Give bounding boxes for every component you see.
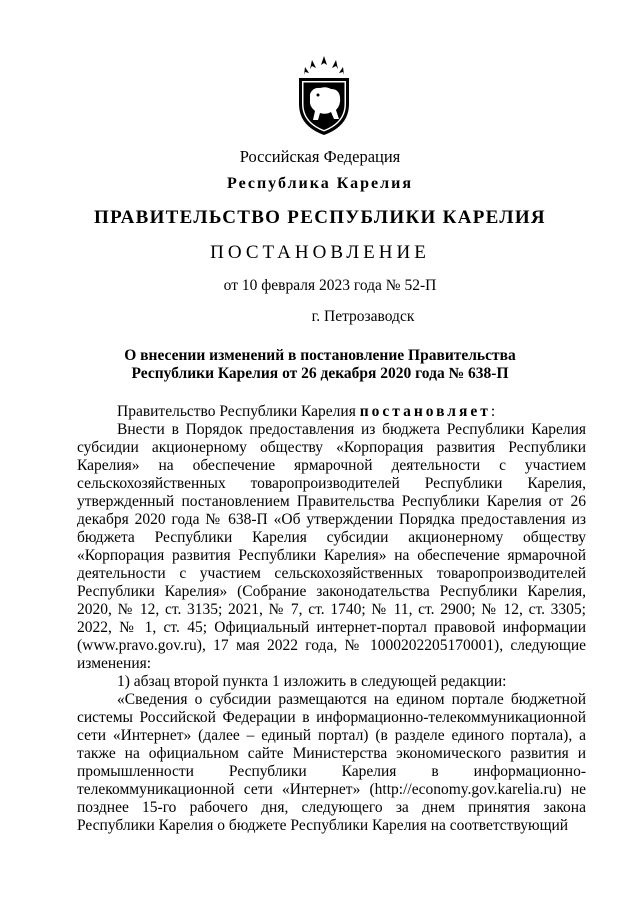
title-line-1: О внесении изменений в постановление Правительства <box>124 347 516 364</box>
republic-name: Республика Карелия <box>227 175 413 192</box>
paragraph-item-1: 1) абзац второй пункта 1 изложить в следующей редакции: <box>117 673 507 690</box>
government-name: ПРАВИТЕЛЬСТВО РЕСПУБЛИКИ КАРЕЛИЯ <box>94 207 546 228</box>
intro-keyword: постановляет <box>359 403 491 420</box>
intro-paragraph <box>77 403 586 421</box>
country-name: Российская Федерация <box>239 147 401 166</box>
intro-text: Правительство Республики Карелия <box>117 403 360 420</box>
intro-colon: : <box>490 403 496 420</box>
document-body <box>77 403 586 835</box>
document-title <box>80 347 560 383</box>
document-date-number: от 10 февраля 2023 года № 52-П <box>223 277 437 294</box>
paragraph-amendment: Внести в Порядок предоставления из бюджета Республики Карелия субсидии акционерному обществу «Корпорация развития Республики Карелия» на обеспечение ярмарочной деятельности с участием сельскохозяйственных товаропроизводителей Республики Карелия, утвержденный постановлением Правительства Республики Карелия от 26 декабря 2020 года № 638-П «Об утверждении Порядка предоставления из бюджета Республики Карелия субсидии акционерному обществу «Корпорация развития Республики Карелия» на обеспечение ярмарочной деятельности с участием сельскохозяйственных товаропроизводителей Республики Карелия» (Собрание законодательства Республики Карелия, 2020, № 12, ст. 3135; 2021, № 7, ст. 1740; № 11, ст. 2900; № 12, ст. 3305; 2022, № 1, ст. 45; Официальный интернет-портал правовой информации (www.pravo.gov.ru), 17 мая 2022 года, № 1000202205170001), следующие изменения: <box>77 421 586 672</box>
title-line-2: Республики Карелия от 26 декабря 2020 года № 638-П <box>131 365 509 382</box>
document-city: г. Петрозаводск <box>311 308 415 325</box>
document-type: ПОСТАНОВЛЕНИЕ <box>210 242 430 263</box>
coat-of-arms-emblem <box>293 56 355 136</box>
paragraph-new-text: «Сведения о субсидии размещаются на едином портале бюджетной системы Российской Федерации в информационно-телекоммуникационной сети «Интернет» (далее – единый портал) (в разделе единого портала), а также на официальном сайте Министерства экономического развития и промышленности Республики Карелия в информационно-телекоммуникационной сети «Интернет» (http://economy.gov.karelia.ru) не позднее 15-го рабочего дня, следующего за днем принятия закона Республики Карелия о бюджете Республики Карелия на соответствующий <box>77 691 586 834</box>
